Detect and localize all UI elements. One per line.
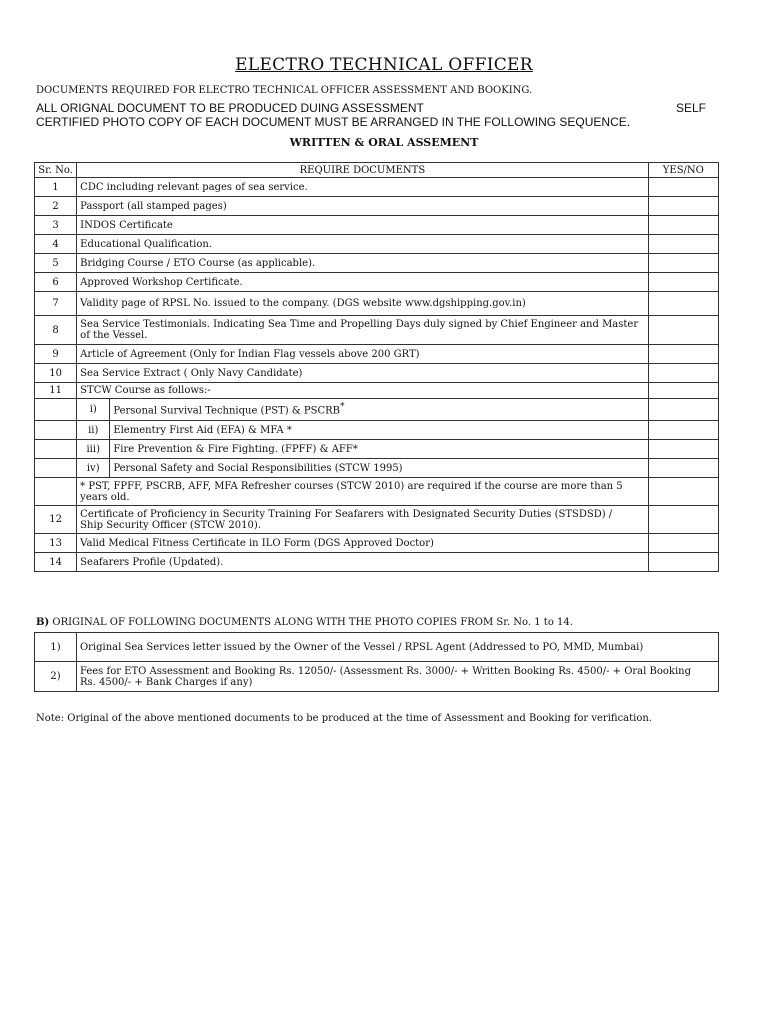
yes-no-cell[interactable] (648, 399, 718, 421)
stcw-document: Elementry First Aid (EFA) & MFA * (110, 421, 648, 440)
row-document: Passport (all stamped pages) (77, 197, 649, 216)
footer-note: Note: Original of the above mentioned documents to be produced at the time of Assessment and Booking for verification. (36, 713, 652, 724)
stcw-document-text: Personal Survival Technique (PST) & PSCRB (113, 405, 340, 417)
row-sr: 10 (35, 364, 77, 383)
yes-no-cell[interactable] (648, 440, 718, 459)
table-row (35, 364, 719, 383)
row-sr: 6 (35, 273, 77, 292)
blank-sr-cell (35, 459, 77, 478)
row-sr: 1 (35, 178, 77, 197)
stcw-document: Fire Prevention & Fire Fighting. (FPFF) & AFF* (110, 440, 648, 459)
row-document-line-2: Ship Security Officer (STCW 2010). (80, 519, 261, 531)
row-document (77, 506, 649, 534)
row-document: Bridging Course / ETO Course (as applicable). (77, 254, 649, 273)
intro-line-2: ALL ORIGNAL DOCUMENT TO BE PRODUCED DUING ASSESSMENT (36, 101, 424, 115)
yes-no-cell[interactable] (648, 316, 718, 345)
row-document: Article of Agreement (Only for Indian Flag vessels above 200 GRT) (77, 345, 649, 364)
row-document: Sea Service Extract ( Only Navy Candidate) (77, 364, 649, 383)
row-document-line-2: Rs. 4500/- + Bank Charges if any) (79, 676, 253, 688)
section-b-heading (36, 617, 573, 628)
table-row (35, 197, 719, 216)
row-sr: 13 (35, 534, 77, 553)
yes-no-cell[interactable] (648, 254, 718, 273)
yes-no-cell[interactable] (648, 459, 718, 478)
originals-table (34, 632, 719, 692)
row-sr: 2 (35, 197, 77, 216)
stcw-row (35, 421, 719, 440)
header-yes-no: YES/NO (648, 163, 718, 178)
documents-table (34, 162, 719, 572)
yes-no-cell[interactable] (648, 292, 718, 316)
yes-no-cell[interactable] (648, 178, 718, 197)
row-sr: 3 (35, 216, 77, 235)
row-document: Valid Medical Fitness Certificate in ILO Form (DGS Approved Doctor) (77, 534, 649, 553)
yes-no-cell[interactable] (648, 383, 718, 399)
blank-sr-cell (35, 421, 77, 440)
yes-no-cell[interactable] (648, 273, 718, 292)
table-row (35, 345, 719, 364)
blank-sr-cell (35, 399, 77, 421)
stcw-number: ii) (77, 421, 110, 440)
stcw-number: iv) (77, 459, 110, 478)
stcw-row (35, 459, 719, 478)
table-row (35, 273, 719, 292)
row-document: INDOS Certificate (77, 216, 649, 235)
row-document: CDC including relevant pages of sea service. (77, 178, 649, 197)
intro-line-1: DOCUMENTS REQUIRED FOR ELECTRO TECHNICAL OFFICER ASSESSMENT AND BOOKING. (36, 85, 533, 96)
row-sr: 14 (35, 553, 77, 572)
header-documents: REQUIRE DOCUMENTS (77, 163, 649, 178)
table-row (35, 506, 719, 534)
blank-sr-cell (35, 440, 77, 459)
header-sr-no: Sr. No. (35, 163, 77, 178)
yes-no-cell[interactable] (648, 235, 718, 254)
row-sr: 8 (35, 316, 77, 345)
stcw-number: iii) (77, 440, 110, 459)
row-document: STCW Course as follows:- (77, 383, 649, 399)
stcw-document: Personal Safety and Social Responsibilities (STCW 1995) (110, 459, 648, 478)
row-document: Sea Service Testimonials. Indicating Sea Time and Propelling Days duly signed by Chief Engineer and Master of the Vessel. (77, 316, 649, 345)
section-b-label: B) (36, 617, 50, 628)
yes-no-cell[interactable] (648, 478, 718, 506)
row-sr: 7 (35, 292, 77, 316)
row-document: Approved Workshop Certificate. (77, 273, 649, 292)
section-a-heading: WRITTEN & ORAL ASSEMENT (289, 136, 479, 149)
yes-no-cell[interactable] (648, 364, 718, 383)
yes-no-cell[interactable] (648, 345, 718, 364)
row-document: Validity page of RPSL No. issued to the company. (DGS website www.dgshipping.gov.in) (77, 292, 649, 316)
table-row (35, 383, 719, 399)
table-row (35, 633, 719, 662)
row-document: Seafarers Profile (Updated). (77, 553, 649, 572)
yes-no-cell[interactable] (648, 216, 718, 235)
yes-no-cell[interactable] (648, 534, 718, 553)
table-row (35, 178, 719, 197)
table-row (35, 662, 719, 692)
blank-sr-cell (35, 478, 77, 506)
yes-no-cell[interactable] (648, 553, 718, 572)
intro-line-3: CERTIFIED PHOTO COPY OF EACH DOCUMENT MUST BE ARRANGED IN THE FOLLOWING SEQUENCE. (36, 115, 631, 129)
row-sr: 9 (35, 345, 77, 364)
stcw-document (110, 399, 648, 421)
row-sr: 2) (35, 662, 77, 692)
row-sr: 11 (35, 383, 77, 399)
row-document: Original Sea Services letter issued by the Owner of the Vessel / RPSL Agent (Addressed to PO, MMD, Mumbai) (76, 633, 718, 662)
table-row (35, 235, 719, 254)
table-header-row (35, 163, 719, 178)
refresher-note: * PST, FPFF, PSCRB, AFF, MFA Refresher courses (STCW 2010) are required if the course are more than 5 years old. (77, 478, 649, 506)
table-row (35, 292, 719, 316)
row-document (76, 662, 718, 692)
table-row (35, 553, 719, 572)
yes-no-cell[interactable] (648, 421, 718, 440)
table-row (35, 534, 719, 553)
yes-no-cell[interactable] (648, 506, 718, 534)
stcw-row (35, 440, 719, 459)
intro-self-label: SELF (676, 101, 707, 115)
table-row (35, 216, 719, 235)
asterisk-mark: * (339, 402, 345, 413)
page-title: ELECTRO TECHNICAL OFFICER (235, 55, 533, 75)
row-sr: 12 (35, 506, 77, 534)
row-sr: 4 (35, 235, 77, 254)
row-document-line-1: Fees for ETO Assessment and Booking Rs. 12050/- (Assessment Rs. 3000/- + Written Booking Rs. 4500/- + Oral Booking (79, 665, 691, 677)
refresher-note-row (35, 478, 719, 506)
section-b-text: ORIGINAL OF FOLLOWING DOCUMENTS ALONG WITH THE PHOTO COPIES FROM Sr. No. 1 to 14. (49, 617, 573, 628)
table-row (35, 254, 719, 273)
row-sr: 5 (35, 254, 77, 273)
yes-no-cell[interactable] (648, 197, 718, 216)
table-row (35, 316, 719, 345)
stcw-row (35, 399, 719, 421)
row-document: Educational Qualification. (77, 235, 649, 254)
row-sr: 1) (35, 633, 77, 662)
stcw-number: i) (77, 399, 110, 421)
row-document-line-1: Certificate of Proficiency in Security Training For Seafarers with Designated Security Duties (STSDSD) / (80, 508, 613, 520)
